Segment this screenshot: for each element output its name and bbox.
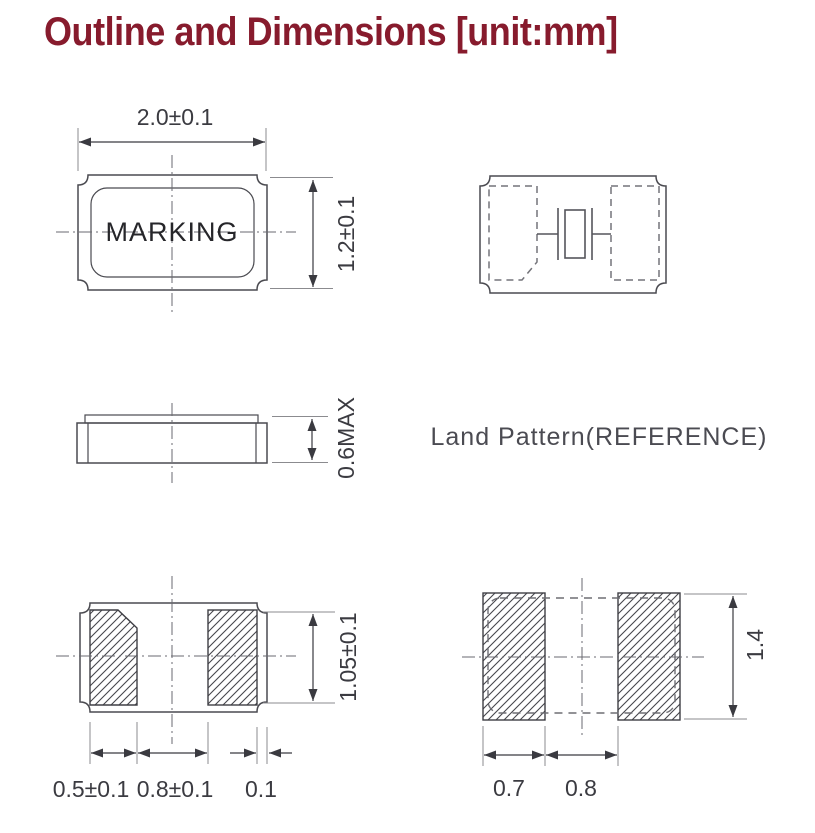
land-pad-width-dim: 0.7	[493, 775, 525, 801]
bottom-pad-width-dim: 0.5±0.1	[52, 776, 130, 802]
land-pattern-caption: Land Pattern(REFERENCE)	[430, 423, 768, 451]
extension-line	[270, 178, 333, 289]
bottom-view	[53, 576, 361, 802]
extension-line	[483, 726, 618, 766]
side-height-dim: 0.6MAX	[333, 397, 359, 479]
crystal-symbol	[537, 208, 611, 260]
extension-line	[90, 722, 267, 764]
extension-line	[263, 612, 335, 703]
left-terminal-dashed	[489, 186, 537, 280]
marking-label: MARKING	[105, 217, 239, 247]
package-outline	[480, 176, 666, 293]
top-view	[56, 104, 359, 312]
page-title: Outline and Dimensions [unit:mm]	[44, 10, 618, 54]
side-view	[77, 397, 359, 483]
pad-1-hatched	[90, 610, 137, 705]
extension-line	[272, 417, 328, 463]
top-width-dim: 2.0±0.1	[136, 104, 214, 130]
bottom-pad-gap-dim: 0.8±0.1	[136, 776, 214, 802]
right-terminal-dashed	[611, 186, 659, 280]
land-pad-height-dim: 1.4	[742, 629, 768, 661]
pad-2-hatched	[208, 610, 257, 705]
land-pattern-view	[462, 578, 768, 801]
land-pad-gap-dim: 0.8	[565, 775, 597, 801]
bottom-edge-gap-dim: 0.1	[245, 776, 277, 802]
bottom-pad-height-dim: 1.05±0.1	[335, 612, 361, 702]
internal-view	[480, 176, 666, 293]
top-height-dim: 1.2±0.1	[333, 195, 359, 273]
